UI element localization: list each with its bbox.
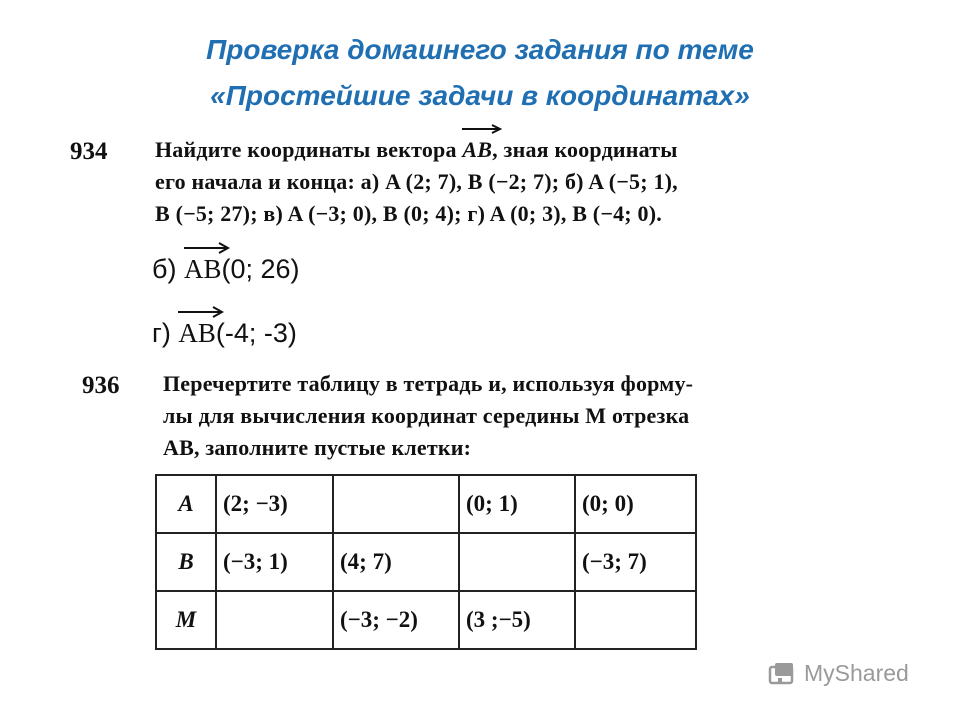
table-cell: (3 ;−5) [459,591,575,649]
table-cell: (4; 7) [333,533,459,591]
problem-934-line-2: его начала и конца: а) A (2; 7), B (−2; 7); б) A (−5; 1), [155,169,678,194]
table-cell [459,533,575,591]
vector-ab: AB [462,134,492,166]
slide-title-line-2: «Простейшие задачи в координатах» [210,80,750,111]
problem-934-line-1-text: Найдите координаты вектора [155,137,463,162]
problem-934-number: 934 [70,138,108,165]
problem-934-line-3: B (−5; 27); в) A (−3; 0), B (0; 4); г) A (0; 3), B (−4; 0). [155,201,662,226]
table-cell [575,591,696,649]
row-head-b: B [156,533,216,591]
problem-934-line-1 [155,134,678,166]
table-row [156,533,696,591]
midpoint-table [155,474,697,650]
vector-arrow-icon [462,124,502,134]
slide-title-line-1: Проверка домашнего задания по теме [206,34,754,65]
myshared-logo-icon [768,661,798,687]
table-cell: (0; 0) [575,475,696,533]
answer-b-coords: (0; 26) [221,254,300,284]
myshared-logo-text: MyShared [804,660,909,686]
problem-936-line-3: AB, заполните пустые клетки: [163,435,472,460]
myshared-logo [768,660,909,687]
answer-g-label: г) [152,318,171,348]
answer-g [152,318,297,349]
answer-b [152,254,300,285]
table-row [156,475,696,533]
table-cell: (−3; 1) [216,533,333,591]
problem-936-number: 936 [82,372,120,399]
table-cell: (0; 1) [459,475,575,533]
row-head-m: M [156,591,216,649]
answer-g-coords: (-4; -3) [215,318,297,348]
vector-arrow-icon [176,306,224,318]
table-cell: (−3; −2) [333,591,459,649]
table-cell [216,591,333,649]
table-row [156,591,696,649]
row-head-a: A [156,475,216,533]
table-cell: (−3; 7) [575,533,696,591]
table-cell [333,475,459,533]
answer-g-vector: AB [178,318,216,349]
problem-934-line-1-tail: , зная координаты [492,137,678,162]
problem-936-line-2: лы для вычисления координат середины M отрезка [163,403,690,428]
table-cell: (2; −3) [216,475,333,533]
vector-arrow-icon [182,242,230,254]
answer-b-vector: AB [184,254,222,285]
answer-b-label: б) [152,254,177,284]
problem-936-line-1: Перечертите таблицу в тетрадь и, используя форму- [163,371,694,396]
